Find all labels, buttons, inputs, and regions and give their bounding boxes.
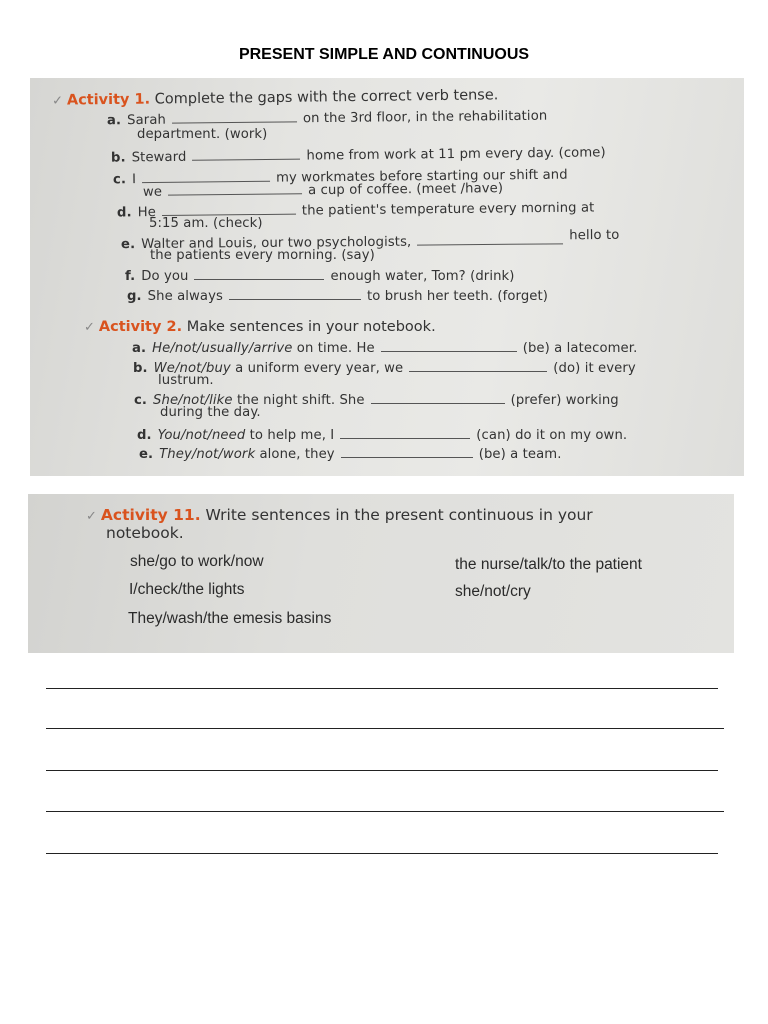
- activity2-item-b: b. We/not/buy a uniform every year, we (do) it every: [133, 361, 636, 376]
- activity1-item-f: f. Do you enough water, Tom? (drink): [125, 269, 515, 284]
- prompt-left-1: she/go to work/now: [130, 553, 264, 570]
- activity1-item-a-line2: department. (work): [137, 127, 268, 142]
- activity1-item-g: g. She always to brush her teeth. (forget): [127, 289, 549, 304]
- answer-blank[interactable]: [142, 171, 270, 183]
- answer-blank[interactable]: [194, 269, 324, 280]
- activity11-heading-line2: notebook.: [106, 524, 184, 542]
- prompt-right-2: she/not/cry: [455, 583, 531, 600]
- answer-blank[interactable]: [381, 341, 517, 352]
- tick-icon: ✓: [86, 509, 97, 524]
- activity1-item-e: e. Walter and Louis, our two psychologists, hello to: [120, 227, 620, 253]
- answer-blank[interactable]: [417, 233, 563, 245]
- answer-line[interactable]: [46, 688, 718, 689]
- answer-blank[interactable]: [341, 447, 473, 458]
- answer-blank[interactable]: [162, 204, 296, 216]
- activity2-item-d: d. You/not/need to help me, I (can) do it on my own.: [137, 428, 628, 443]
- activity2-item-c: c. She/not/like the night shift. She (prefer) working: [134, 393, 619, 408]
- activity2-item-c-line2: during the day.: [160, 405, 261, 420]
- answer-blank[interactable]: [229, 289, 361, 300]
- activity1-item-e-line2: the patients every morning. (say): [150, 248, 375, 263]
- activity1-item-d: d. He the patient's temperature every morning at: [116, 200, 595, 221]
- answer-line[interactable]: [46, 853, 718, 854]
- tick-icon: ✓: [84, 320, 95, 335]
- answer-blank[interactable]: [409, 361, 547, 372]
- answer-blank[interactable]: [371, 393, 505, 404]
- activity1-item-b: b. Steward home from work at 11 pm every day. (come): [110, 145, 606, 166]
- activity2-item-e: e. They/not/work alone, they (be) a team.: [139, 447, 562, 462]
- answer-line[interactable]: [46, 728, 724, 729]
- prompt-right-1: the nurse/talk/to the patient: [455, 556, 642, 573]
- activity1-item-c: c. I my workmates before starting our shift and: [112, 167, 568, 188]
- answer-blank[interactable]: [168, 183, 302, 195]
- activity2-heading: ✓ Activity 2. Make sentences in your notebook.: [84, 319, 436, 335]
- activity1-item-d-line2: 5:15 am. (check): [149, 216, 263, 231]
- prompt-left-3: They/wash/the emesis basins: [128, 610, 332, 627]
- answer-line[interactable]: [46, 770, 718, 771]
- page-title: PRESENT SIMPLE AND CONTINUOUS: [238, 46, 530, 63]
- answer-line[interactable]: [46, 811, 724, 812]
- answer-blank[interactable]: [172, 111, 297, 123]
- activity1-heading: ✓ Activity 1. Complete the gaps with the correct verb tense.: [51, 87, 499, 109]
- activity11-heading: ✓ Activity 11. Write sentences in the present continuous in your: [86, 506, 593, 524]
- tick-icon: ✓: [51, 93, 64, 109]
- activity1-item-c-line2: we a cup of coffee. (meet /have): [142, 181, 504, 200]
- prompt-left-2: I/check/the lights: [129, 581, 245, 598]
- answer-blank[interactable]: [192, 149, 300, 161]
- activity2-item-a: a. He/not/usually/arrive on time. He (be) a latecomer.: [132, 341, 638, 356]
- activity2-item-b-line2: lustrum.: [158, 373, 214, 388]
- answer-blank[interactable]: [340, 428, 470, 439]
- activity1-item-a: a. Sarah on the 3rd floor, in the rehabilitation: [106, 108, 548, 129]
